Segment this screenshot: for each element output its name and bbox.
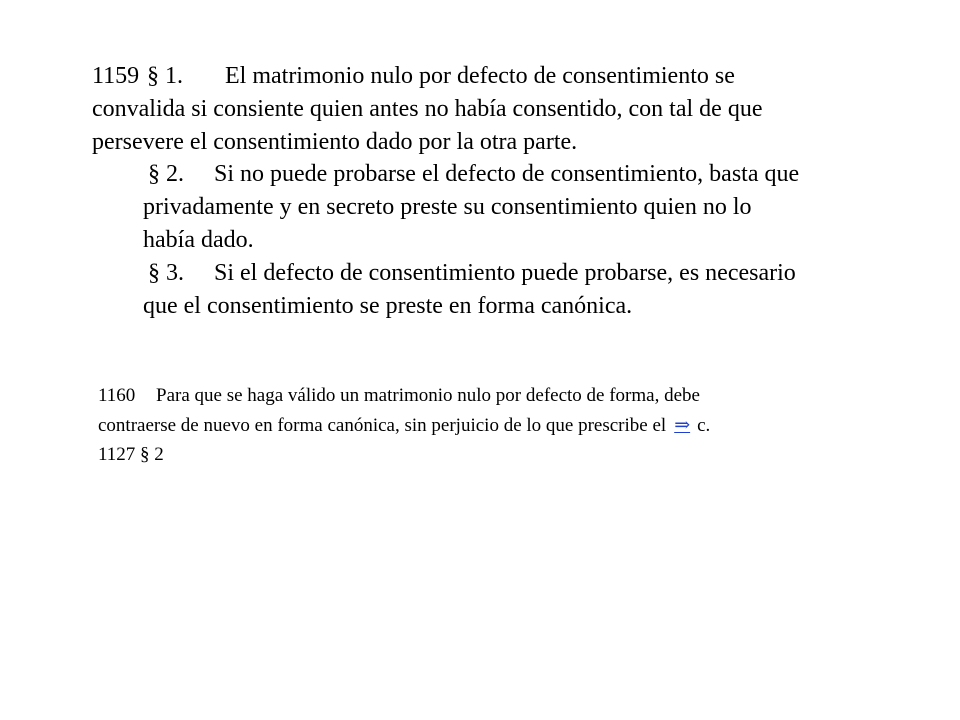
paragraph-mark: § 3. bbox=[148, 259, 184, 286]
paragraph-text: persevere el consentimiento dado por la otra parte. bbox=[92, 128, 578, 155]
canon-number: 1159 bbox=[92, 63, 140, 89]
cross-reference-label: c. bbox=[697, 414, 711, 436]
paragraph-text: Si no puede probarse el defecto de consentimiento, basta que bbox=[214, 161, 800, 188]
canon-1160-line bbox=[98, 381, 710, 411]
canon-1159-line bbox=[92, 257, 799, 290]
canon-1159-line bbox=[92, 126, 799, 159]
canon-1159-line bbox=[92, 290, 799, 323]
paragraph-mark: § 2. bbox=[148, 161, 184, 188]
paragraph-text: que el consentimiento se preste en forma canónica. bbox=[143, 292, 633, 319]
canon-1159 bbox=[92, 60, 799, 322]
cross-reference-link[interactable]: ⇒ bbox=[674, 414, 691, 436]
canon-1159-line bbox=[92, 60, 799, 93]
canon-1159-line bbox=[92, 191, 799, 224]
canon-1160-line bbox=[98, 440, 710, 470]
canon-1159-line bbox=[92, 93, 799, 126]
paragraph-text: El matrimonio nulo por defecto de consentimiento se bbox=[225, 63, 735, 89]
paragraph-text: Si el defecto de consentimiento puede probarse, es necesario bbox=[214, 259, 796, 286]
paragraph-text: Para que se haga válido un matrimonio nulo por defecto de forma, debe bbox=[156, 385, 700, 406]
canon-1159-line bbox=[92, 224, 799, 257]
paragraph-text: había dado. bbox=[143, 226, 254, 253]
canon-1159-line bbox=[92, 158, 799, 191]
paragraph-mark: § 1. bbox=[147, 63, 183, 89]
paragraph-text: convalida si consiente quien antes no había consentido, con tal de que bbox=[92, 95, 763, 122]
canon-number: 1160 bbox=[98, 385, 136, 406]
canon-1160-line bbox=[98, 411, 710, 441]
paragraph-text: contraerse de nuevo en forma canónica, sin perjuicio de lo que prescribe el bbox=[98, 414, 667, 436]
canon-1160 bbox=[98, 381, 710, 470]
paragraph-text: 1127 § 2 bbox=[98, 444, 164, 465]
paragraph-text: privadamente y en secreto preste su consentimiento quien no lo bbox=[143, 194, 752, 221]
